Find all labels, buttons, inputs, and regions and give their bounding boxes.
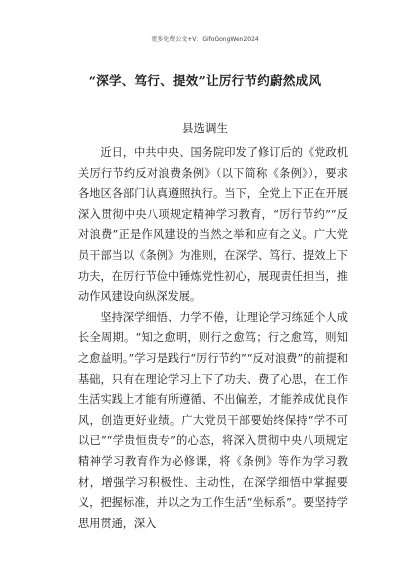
author-line: 县选调生 — [182, 121, 228, 135]
article-body — [78, 143, 348, 534]
article-title: “深学、笃行、提效”让厉行节约蔚然成风 — [88, 73, 322, 88]
page-header: 更多免费公文+V：GifoGongWen2024 — [151, 36, 259, 43]
paragraph: 坚持深学细悟、力学不倦，让理论学习练延个人成长全周期。“知之愈明，则行之愈笃；行之愈笃，则知之愈益明。”学习是践行“厉行节约”“反对浪费”的前提和基础，只有在理论学习上下了功夫、费了心思，在工作生活实践上才能有所遵循、不出偏差，才能养成优良作风，创造更好业绩。广大党员干部要始终保持“学不可以已”“学贵恒贵专”的心态，将深入贯彻中央八项规定精神学习教育作为必修课，将《条例》等作为学习教材，增强学习积极性、主动性，在深学细悟中掌握要义，把握标准，并以之为工作生活“坐标系”。要坚持学思用贯通，深入 — [78, 310, 348, 530]
paragraph: 近日，中共中央、国务院印发了修订后的《党政机关厉行节约反对浪费条例》（以下简称《条例》），要求各地区各部门认真遵照执行。当下，全党上下正在开展深入贯彻中央八项规定精神学习教育，“厉行节约”“反对浪费”正是作风建设的当然之举和应有之义。广大党员干部当以《条例》为准则，在深学、笃行、提效上下功夫，在厉行节俭中锤炼党性初心，展现责任担当，推动作风建设向纵深发展。 — [78, 146, 348, 304]
